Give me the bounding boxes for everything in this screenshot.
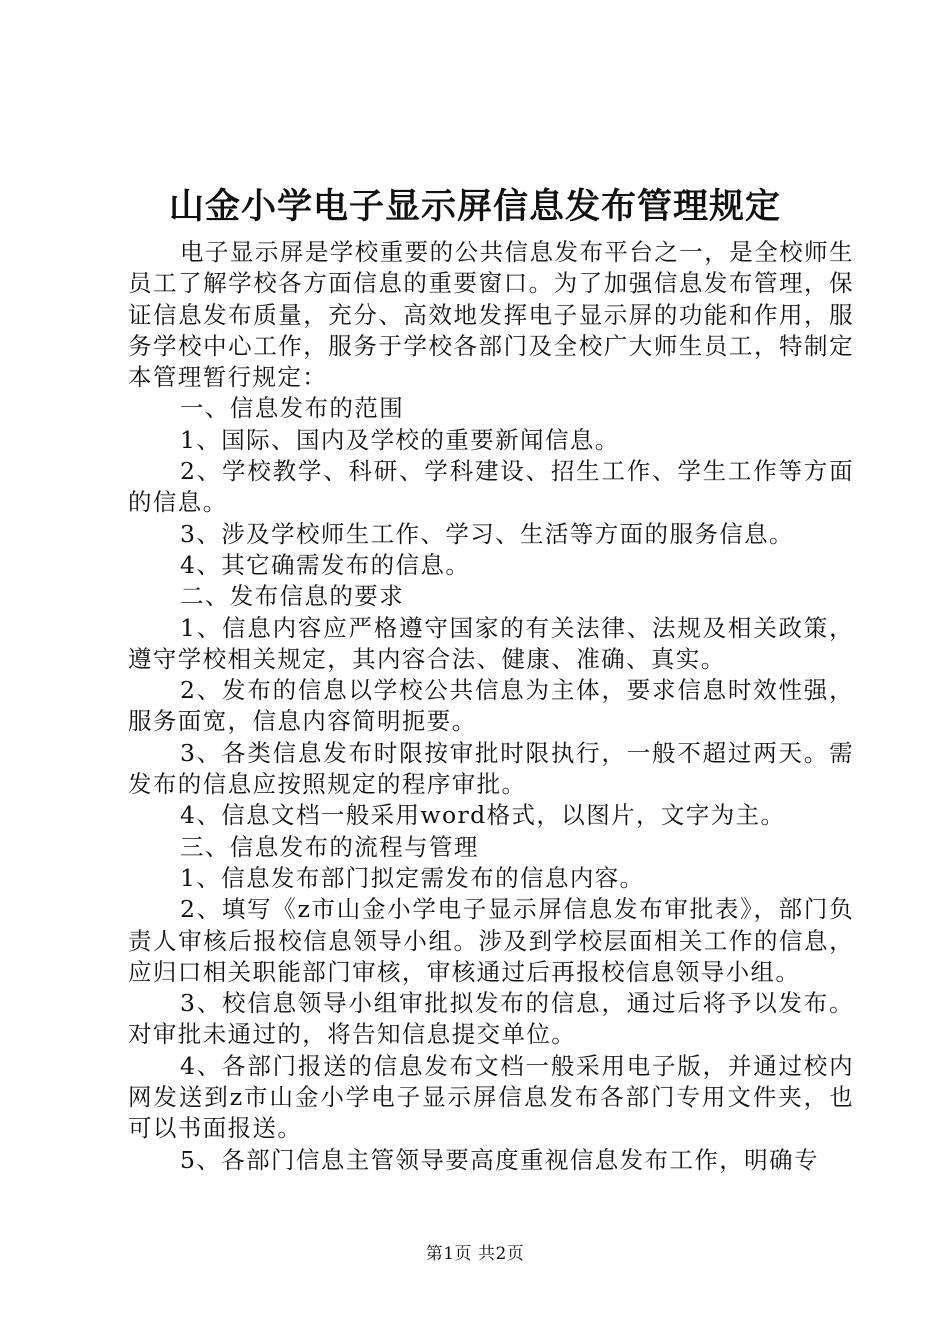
list-item: 2、学校教学、科研、学科建设、招生工作、学生工作等方面的信息。 xyxy=(128,457,854,517)
list-item: 3、校信息领导小组审批拟发布的信息，通过后将予以发布。对审批未通过的，将告知信息提交单位。 xyxy=(128,989,854,1049)
list-item: 1、信息内容应严格遵守国家的有关法律、法规及相关政策，遵守学校相关规定，其内容合法、健康、准确、真实。 xyxy=(128,613,854,673)
section-heading-process: 三、信息发布的流程与管理 xyxy=(180,832,479,861)
intro-paragraph: 电子显示屏是学校重要的公共信息发布平台之一，是全校师生员工了解学校各方面信息的重要窗口。为了加强信息发布管理，保证信息发布质量，充分、高效地发挥电子显示屏的功能和作用，服务学校中心工作，服务于学校各部门及全校广大师生员工，特制定本管理暂行规定： xyxy=(128,238,854,392)
list-item: 2、填写《z市山金小学电子显示屏信息发布审批表》，部门负责人审核后报校信息领导小组。涉及到学校层面相关工作的信息，应归口相关职能部门审核，审核通过后再报校信息领导小组。 xyxy=(128,895,854,986)
list-item: 1、国际、国内及学校的重要新闻信息。 xyxy=(180,425,620,454)
document-title: 山金小学电子显示屏信息发布管理规定 xyxy=(168,186,781,227)
section-heading-scope: 一、信息发布的范围 xyxy=(180,394,405,423)
section-heading-requirements: 二、发布信息的要求 xyxy=(180,582,405,611)
list-item: 4、信息文档一般采用word格式，以图片，文字为主。 xyxy=(180,801,786,830)
list-item: 4、其它确需发布的信息。 xyxy=(180,550,471,579)
list-item: 1、信息发布部门拟定需发布的信息内容。 xyxy=(180,863,645,892)
document-body xyxy=(128,237,854,1176)
list-item: 2、发布的信息以学校公共信息为主体，要求信息时效性强，服务面宽，信息内容简明扼要。 xyxy=(128,676,854,736)
list-item: 3、涉及学校师生工作、学习、生活等方面的服务信息。 xyxy=(180,519,794,548)
list-item: 4、各部门报送的信息发布文档一般采用电子版，并通过校内网发送到z市山金小学电子显示屏信息发布各部门专用文件夹，也可以书面报送。 xyxy=(128,1051,854,1143)
list-item: 5、各部门信息主管领导要高度重视信息发布工作，明确专 xyxy=(180,1145,819,1174)
page-footer: 第1页 共2页 xyxy=(425,1244,525,1264)
list-item: 3、各类信息发布时限按审批时限执行，一般不超过两天。需发布的信息应按照规定的程序审批。 xyxy=(128,738,854,799)
